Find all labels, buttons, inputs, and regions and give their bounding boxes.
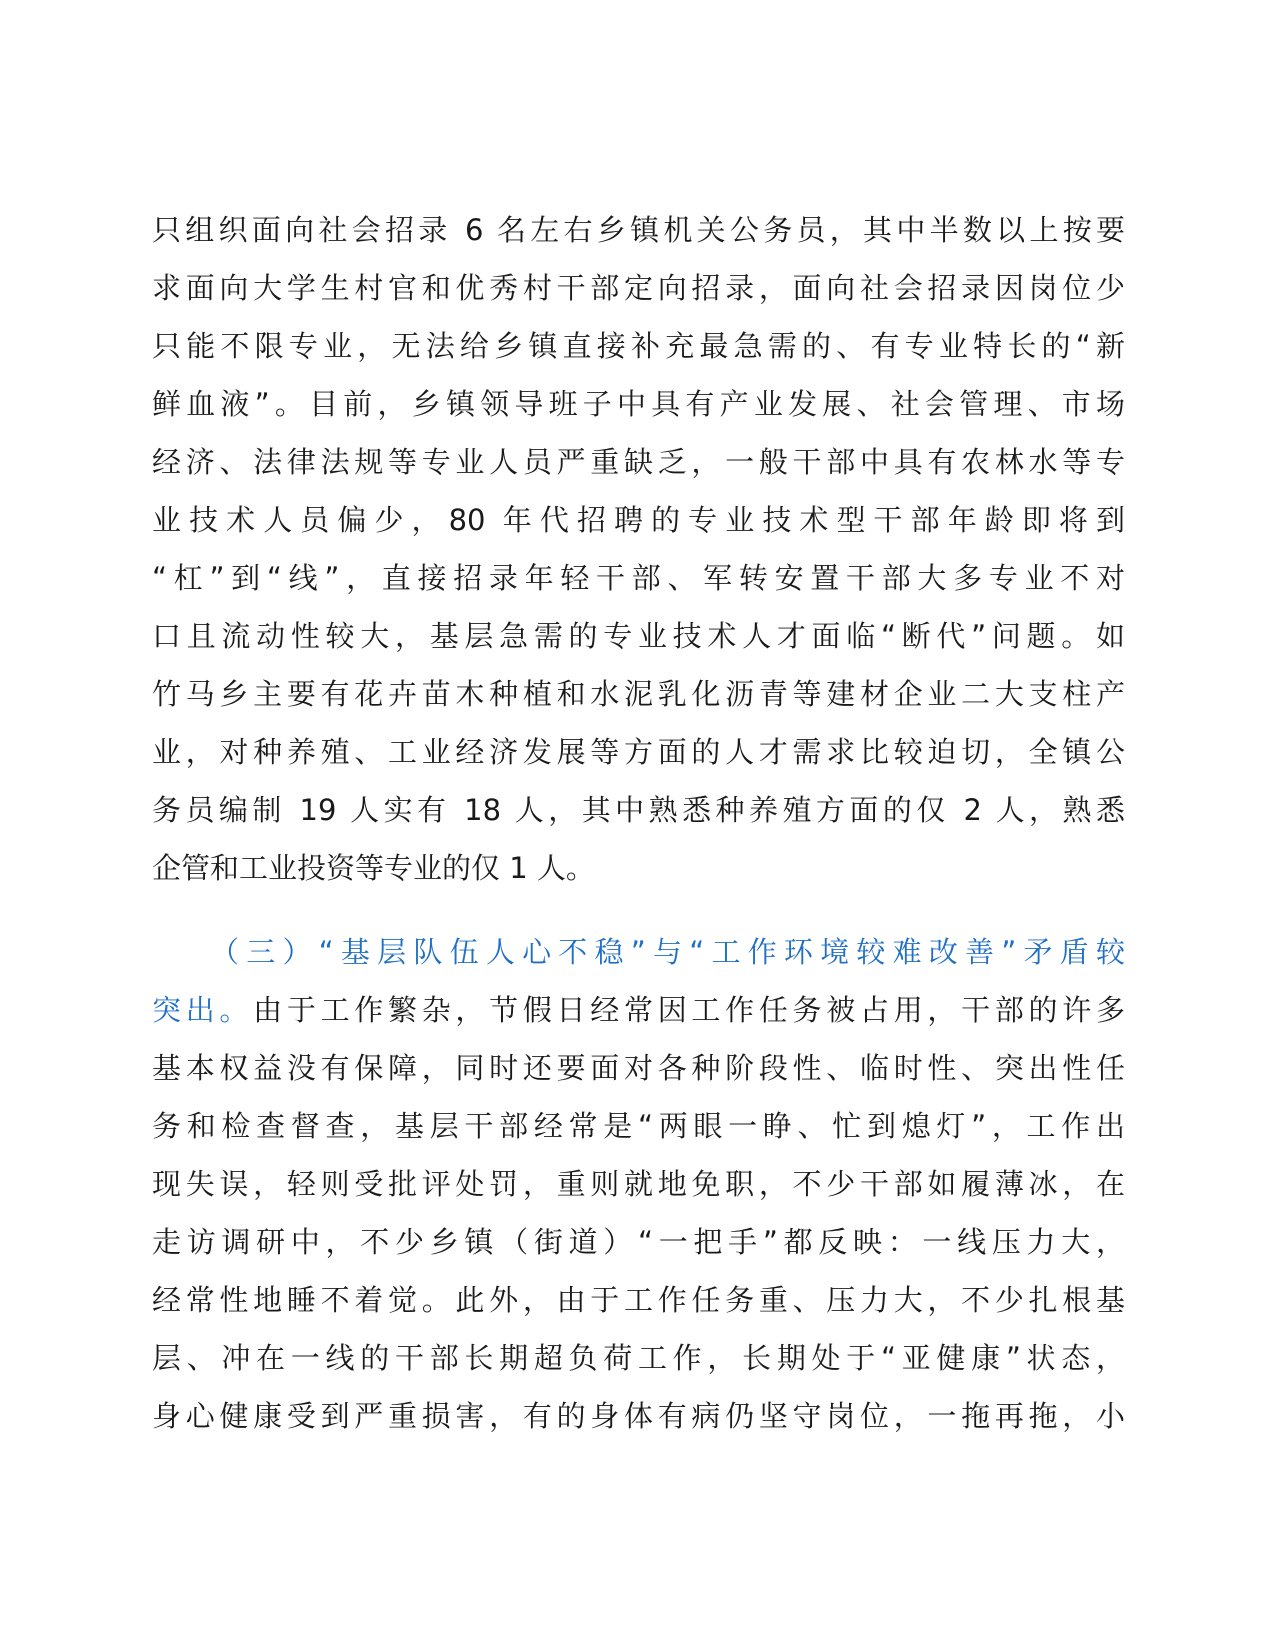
text-line: 经济、法律法规等专业人员严重缺乏，一般干部中具有农林水等专 (152, 445, 1125, 479)
text-line: 身心健康受到严重损害，有的身体有病仍坚守岗位，一拖再拖，小 (152, 1399, 1125, 1433)
text-line: 口且流动性较大，基层急需的专业技术人才面临“断代”问题。如 (152, 619, 1125, 653)
paragraph-continuation (152, 201, 1125, 897)
text-line: “杠”到“线”，直接招录年轻干部、军转安置干部大多专业不对 (152, 561, 1125, 595)
text-line: 走访调研中，不少乡镇（街道）“一把手”都反映：一线压力大， (152, 1225, 1125, 1259)
text-line: 经常性地睡不着觉。此外，由于工作任务重、压力大，不少扎根基 (152, 1283, 1125, 1317)
text-line: 业，对种养殖、工业经济发展等方面的人才需求比较迫切，全镇公 (152, 735, 1125, 769)
text-span: 由于工作繁杂，节假日经常因工作任务被占用，干部的许多 (253, 993, 1125, 1027)
text-line: 求面向大学生村官和优秀村干部定向招录，面向社会招录因岗位少 (152, 271, 1125, 305)
text-line: 基本权益没有保障，同时还要面对各种阶段性、临时性、突出性任 (152, 1051, 1125, 1085)
text-line: 现失误，轻则受批评处罚，重则就地免职，不少干部如履薄冰，在 (152, 1167, 1125, 1201)
text-line: 务和检查督查，基层干部经常是“两眼一睁、忙到熄灯”，工作出 (152, 1109, 1125, 1143)
text-line: 务员编制 19 人实有 18 人，其中熟悉种养殖方面的仅 2 人，熟悉 (152, 793, 1125, 827)
text-line: 企管和工业投资等专业的仅 1 人。 (152, 851, 595, 885)
section-three-paragraph (152, 923, 1125, 1445)
text-line: 只组织面向社会招录 6 名左右乡镇机关公务员，其中半数以上按要 (152, 213, 1125, 247)
text-line: 竹马乡主要有花卉苗木种植和水泥乳化沥青等建材企业二大支柱产 (152, 677, 1125, 711)
section-heading-line: （三）“基层队伍人心不稳”与“工作环境较难改善”矛盾较 (210, 935, 1125, 969)
section-heading-end: 突出。 (152, 993, 254, 1027)
text-line: 鲜血液”。目前，乡镇领导班子中具有产业发展、社会管理、市场 (152, 387, 1125, 421)
text-line: 只能不限专业，无法给乡镇直接补充最急需的、有专业特长的“新 (152, 329, 1125, 363)
text-line: 层、冲在一线的干部长期超负荷工作，长期处于“亚健康”状态， (152, 1341, 1125, 1375)
text-line (152, 981, 1125, 1039)
text-line: 业技术人员偏少，80 年代招聘的专业技术型干部年龄即将到 (152, 503, 1125, 537)
